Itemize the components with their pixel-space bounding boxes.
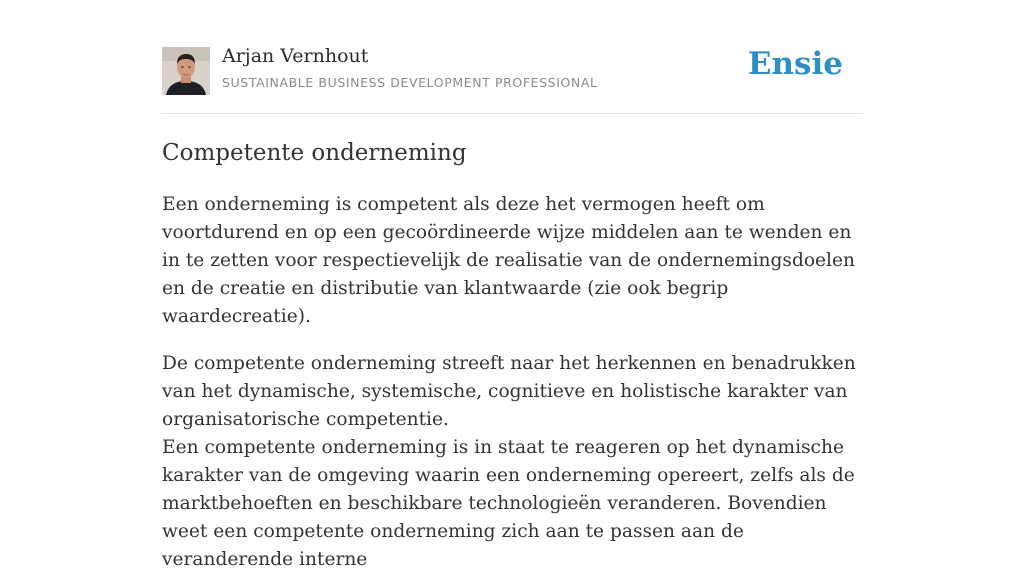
author-title: SUSTAINABLE BUSINESS DEVELOPMENT PROFESSIONAL <box>222 75 598 90</box>
ensie-logo[interactable]: Ensie <box>747 46 843 82</box>
author-header <box>162 0 862 114</box>
author-name[interactable]: Arjan Vernhout <box>222 45 369 67</box>
author-avatar[interactable] <box>162 47 210 95</box>
article-paragraph-1: Een onderneming is competent als deze het vermogen heeft om voortdurend en op een gecoördineerde wijze middelen aan te wenden en in te zetten voor respectievelijk de realisatie van de ondernemingsdoelen en de creatie en distributie van klantwaarde (zie ook begrip waardecreatie). <box>162 194 855 327</box>
content-column <box>162 0 862 574</box>
article-paragraph-3: Een competente onderneming is in staat te reageren op het dynamische karakter van de omgeving waarin een onderneming opereert, zelfs als de marktbehoeften en beschikbare technologieën veranderen. Bovendien weet een competente onderneming zich aan te passen aan de veranderende interne <box>162 437 855 570</box>
avatar-portrait-image <box>162 47 210 95</box>
article-paragraph-2: De competente onderneming streeft naar het herkennen en benadrukken van het dynamische, systemische, cognitieve en holistische karakter van organisatorische competentie. <box>162 353 856 430</box>
article-title: Competente onderneming <box>162 140 467 166</box>
